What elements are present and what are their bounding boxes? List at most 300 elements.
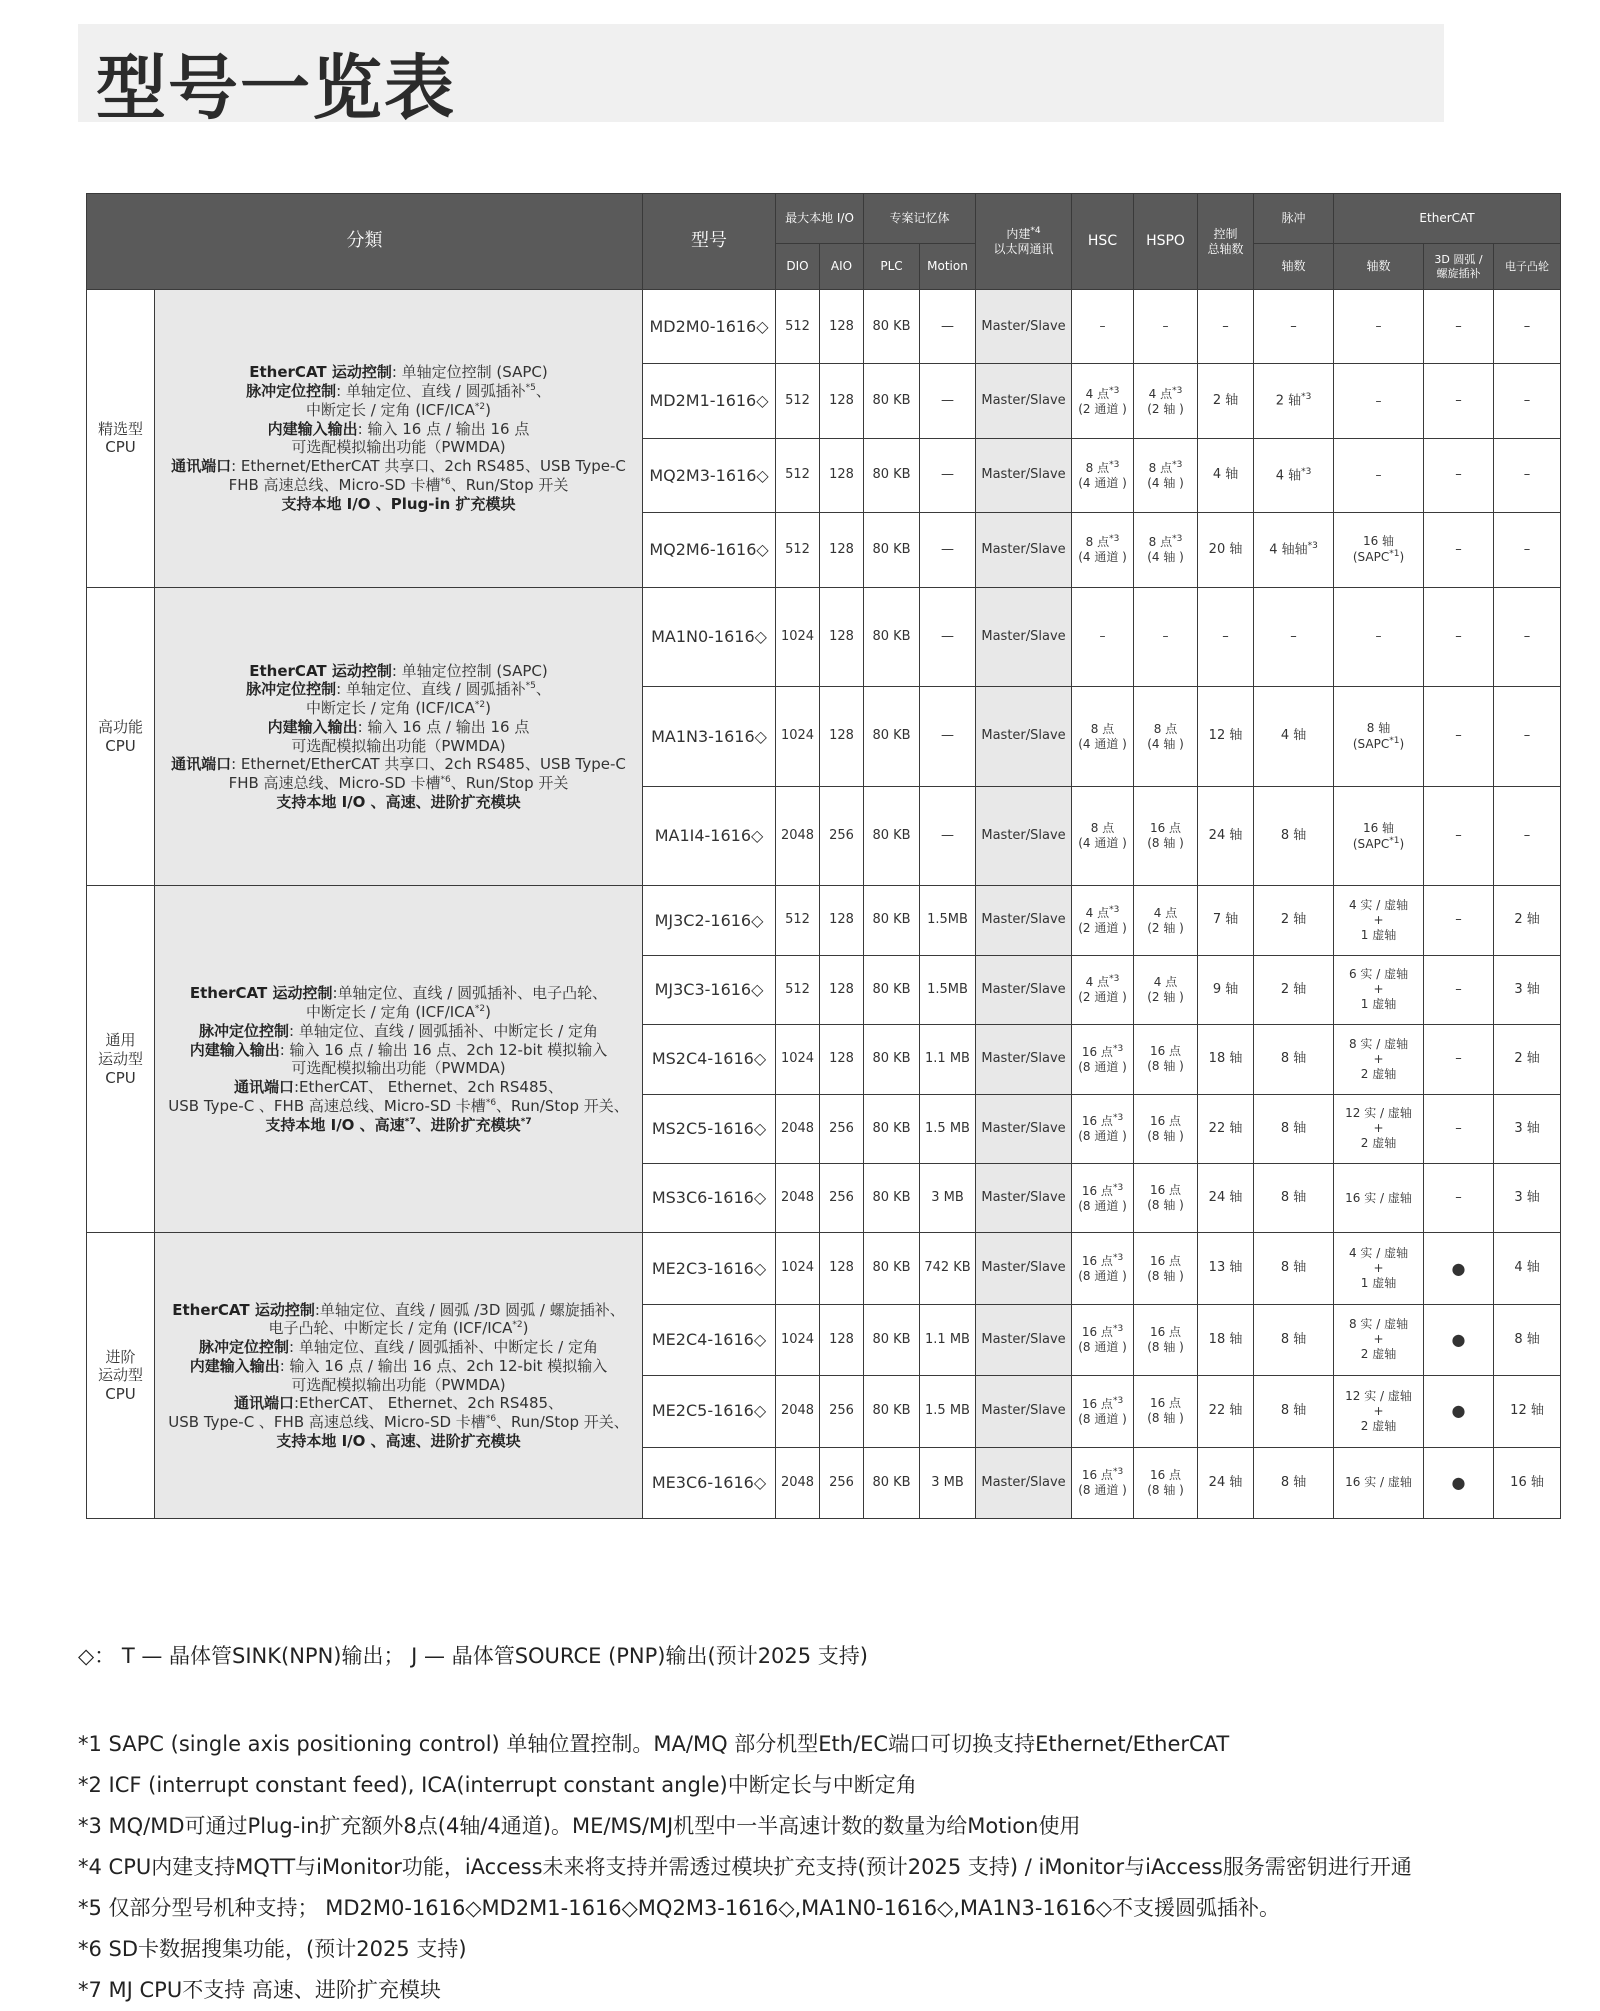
description-line: 可选配模拟输出功能（PWMDA): [291, 1375, 506, 1394]
description-line: 中断定长 / 定角 (ICF/ICA$^{*2}$): [305, 1003, 492, 1022]
cell-eth: Master/Slave: [976, 1025, 1072, 1094]
cell-eth: Master/Slave: [976, 587, 1072, 687]
cell-motion: —: [920, 438, 976, 512]
footnote-ref: *3: [1112, 1253, 1124, 1264]
footnote-ref: *2: [474, 700, 486, 711]
cell-hspo: 8 点$^{*3}$ (4 轴 ): [1134, 438, 1198, 512]
footnotes: [78, 1640, 1538, 2011]
cell-dio: 512: [776, 290, 820, 364]
cell-ecat: –: [1334, 290, 1424, 364]
table-row: [87, 587, 1561, 687]
description-line: 中断定长 / 定角 (ICF/ICA$^{*2}$): [305, 400, 492, 419]
footnote-item: *1 SAPC (single axis positioning control) 单轴位置控制。MA/MQ 部分机型Eth/EC端口可切换支持Ethernet/EtherCAT: [78, 1732, 1230, 1756]
footnote-ref: *6: [485, 1414, 497, 1425]
footnote-ref: *3: [1112, 1467, 1124, 1478]
cell-motion: —: [920, 290, 976, 364]
footnote-ref: *7: [404, 1116, 416, 1127]
cell-plc: 80 KB: [864, 955, 920, 1024]
cell-pulse: 8 轴: [1254, 1163, 1334, 1232]
header-ethernet-line1: 内建: [1006, 227, 1031, 241]
cell-arc: –: [1424, 886, 1494, 955]
cell-dio: 512: [776, 364, 820, 438]
cell-arc: –: [1424, 513, 1494, 587]
footnote-ref: *3: [1172, 385, 1183, 396]
description-line: 脉冲定位控制: 单轴定位、直线 / 圆弧插补$^{*5}$、: [246, 382, 551, 401]
description-line: 可选配模拟输出功能（PWMDA): [291, 438, 506, 457]
cell-dio: 512: [776, 886, 820, 955]
model-cell: MJ3C3-1616◇: [643, 955, 776, 1024]
description-line: EtherCAT 运动控制:单轴定位、直线 / 圆弧插补、电子凸轮、: [189, 984, 608, 1003]
cell-motion: 742 KB: [920, 1233, 976, 1304]
cell-motion: 1.5MB: [920, 955, 976, 1024]
cell-hsc: 4 点$^{*3}$ (2 通道 ): [1072, 364, 1134, 438]
cell-cam: –: [1494, 513, 1561, 587]
cell-pulse: 8 轴: [1254, 1447, 1334, 1518]
cell-axes: 7 轴: [1198, 886, 1254, 955]
cell-dio: 512: [776, 513, 820, 587]
cell-hspo: 16 点 (8 轴 ): [1134, 1163, 1198, 1232]
header-hsc: HSC: [1072, 194, 1134, 290]
cell-plc: 80 KB: [864, 1233, 920, 1304]
cell-hsc: 16 点$^{*3}$ (8 通道 ): [1072, 1447, 1134, 1518]
cell-hspo: 4 点 (2 轴 ): [1134, 886, 1198, 955]
cell-pulse: 8 轴: [1254, 786, 1334, 886]
title-bar: [78, 24, 1444, 129]
cell-eth: Master/Slave: [976, 1447, 1072, 1518]
cell-cam: 3 轴: [1494, 955, 1561, 1024]
description-cell: [155, 886, 643, 1233]
footnote-ref: *6: [485, 1097, 497, 1108]
cell-pulse: –: [1254, 587, 1334, 687]
cell-aio: 256: [820, 1376, 864, 1447]
cell-motion: —: [920, 786, 976, 886]
header-ctrl-axes: [1198, 194, 1254, 290]
footnote-ref: *3: [1307, 541, 1318, 552]
footnote-ref: *5: [525, 383, 536, 394]
cell-eth: Master/Slave: [976, 1233, 1072, 1304]
cell-axes: 4 轴: [1198, 438, 1254, 512]
cell-arc: ●: [1424, 1376, 1494, 1447]
cell-axes: 2 轴: [1198, 364, 1254, 438]
model-cell: MA1N0-1616◇: [643, 587, 776, 687]
cell-plc: 80 KB: [864, 1025, 920, 1094]
cell-axes: 18 轴: [1198, 1025, 1254, 1094]
cell-motion: 1.5 MB: [920, 1094, 976, 1163]
footnote-ref: *1: [1389, 835, 1400, 846]
description-cell: [155, 290, 643, 588]
cell-dio: 1024: [776, 1025, 820, 1094]
cell-ecat: 8 实 / 虚轴 + 2 虚轴: [1334, 1304, 1424, 1375]
cell-pulse: –: [1254, 290, 1334, 364]
cell-motion: 1.1 MB: [920, 1304, 976, 1375]
cell-eth: Master/Slave: [976, 955, 1072, 1024]
cell-ecat: –: [1334, 364, 1424, 438]
cell-hsc: –: [1072, 290, 1134, 364]
cell-cam: –: [1494, 687, 1561, 787]
cell-motion: —: [920, 364, 976, 438]
cell-eth: Master/Slave: [976, 687, 1072, 787]
header-ctrl-axes-line1: 控制: [1213, 226, 1238, 241]
cell-hsc: 8 点 (4 通道 ): [1072, 687, 1134, 787]
description-line: 内建输入输出: 输入 16 点 / 输出 16 点: [267, 717, 530, 736]
model-cell: MA1I4-1616◇: [643, 786, 776, 886]
header-ethercat-axes: 轴数: [1334, 244, 1424, 290]
cell-cam: 8 轴: [1494, 1304, 1561, 1375]
cell-plc: 80 KB: [864, 1163, 920, 1232]
header-3d-arc-line1: 3D 圆弧 /: [1434, 252, 1483, 266]
description-line: 支持本地 I/O 、高速、进阶扩充模块: [276, 792, 521, 811]
header-ethercat: EtherCAT: [1334, 194, 1561, 244]
description-line: 支持本地 I/O 、高速、进阶扩充模块: [276, 1431, 521, 1450]
cell-plc: 80 KB: [864, 1447, 920, 1518]
header-max-io: 最大本地 I/O: [776, 194, 864, 244]
cell-plc: 80 KB: [864, 1094, 920, 1163]
cell-axes: 24 轴: [1198, 1447, 1254, 1518]
cell-dio: 2048: [776, 1163, 820, 1232]
model-cell: MD2M1-1616◇: [643, 364, 776, 438]
cell-hsc: 16 点$^{*3}$ (8 通道 ): [1072, 1376, 1134, 1447]
footnote-ref: *1: [1389, 736, 1400, 747]
cell-ecat: 12 实 / 虚轴 + 2 虚轴: [1334, 1094, 1424, 1163]
footnote-item: *6 SD卡数据搜集功能，(预计2025 支持): [78, 1937, 467, 1961]
cell-arc: –: [1424, 687, 1494, 787]
cell-ecat: 16 实 / 虚轴: [1334, 1447, 1424, 1518]
header-ethernet: [976, 194, 1072, 290]
category-cell: 精选型 CPU: [87, 290, 155, 588]
footnote-ref: *3: [1109, 974, 1120, 985]
cell-aio: 128: [820, 364, 864, 438]
cell-cam: 4 轴: [1494, 1233, 1561, 1304]
category-cell: 高功能 CPU: [87, 587, 155, 886]
header-ctrl-axes-line2: 总轴数: [1207, 241, 1244, 256]
cell-ecat: 4 实 / 虚轴 + 1 虚轴: [1334, 886, 1424, 955]
footnote-ref: *6: [440, 775, 451, 786]
footnote-ref: *6: [440, 476, 451, 487]
cell-pulse: 4 轴$^{*3}$: [1254, 438, 1334, 512]
cell-eth: Master/Slave: [976, 438, 1072, 512]
cell-axes: 12 轴: [1198, 687, 1254, 787]
cell-motion: —: [920, 687, 976, 787]
cell-arc: –: [1424, 1163, 1494, 1232]
cell-cam: –: [1494, 587, 1561, 687]
cell-dio: 1024: [776, 1233, 820, 1304]
cell-motion: 1.1 MB: [920, 1025, 976, 1094]
footnote-ref: *3: [1172, 534, 1183, 545]
description-line: 电子凸轮、中断定长 / 定角 (ICF/ICA$^{*2}$): [268, 1319, 529, 1338]
description-line: 支持本地 I/O 、高速$^{*7}$、进阶扩充模块$^{*7}$: [265, 1115, 532, 1134]
description-cell: [155, 587, 643, 886]
cell-axes: 24 轴: [1198, 786, 1254, 886]
cell-hspo: 16 点 (8 轴 ): [1134, 786, 1198, 886]
cell-arc: –: [1424, 587, 1494, 687]
description-line: FHB 高速总线、Micro-SD 卡槽$^{*6}$、Run/Stop 开关: [228, 774, 569, 793]
footnote-ref: *3: [1112, 1324, 1124, 1335]
cell-aio: 256: [820, 1447, 864, 1518]
category-cell: 进阶 运动型 CPU: [87, 1233, 155, 1519]
footnote-ref: *3: [1112, 1113, 1124, 1124]
footnote-ref: *3: [1112, 1395, 1124, 1406]
description-line: USB Type-C 、FHB 高速总线、Micro-SD 卡槽$^{*6}$、Run/Stop 开关、: [168, 1096, 629, 1115]
header-pulse-axes: 轴数: [1254, 244, 1334, 290]
cell-axes: 20 轴: [1198, 513, 1254, 587]
footnote-ref: *5: [525, 681, 536, 692]
description-line: EtherCAT 运动控制: 单轴定位控制 (SAPC): [249, 363, 548, 382]
footnote-ref: *3: [1172, 460, 1183, 471]
header-pulse: 脉冲: [1254, 194, 1334, 244]
cell-hspo: 16 点 (8 轴 ): [1134, 1376, 1198, 1447]
cell-dio: 512: [776, 955, 820, 1024]
cell-eth: Master/Slave: [976, 1094, 1072, 1163]
description-line: 脉冲定位控制: 单轴定位、直线 / 圆弧插补$^{*5}$、: [246, 680, 551, 699]
header-aio: AIO: [820, 244, 864, 290]
description-line: 脉冲定位控制: 单轴定位、直线 / 圆弧插补、中断定长 / 定角: [198, 1338, 599, 1357]
footnote-ref: *2: [474, 1004, 486, 1015]
description-line: 可选配模拟输出功能（PWMDA): [291, 1059, 506, 1078]
model-cell: MQ2M6-1616◇: [643, 513, 776, 587]
footnote-ref: *3: [1109, 385, 1120, 396]
cell-aio: 256: [820, 1163, 864, 1232]
footnote-ref: *3: [1112, 1182, 1124, 1193]
cell-cam: –: [1494, 786, 1561, 886]
footnote-ref: *3: [1109, 534, 1120, 545]
description-line: 通讯端口:EtherCAT、 Ethernet、2ch RS485、: [233, 1394, 564, 1413]
cell-aio: 128: [820, 290, 864, 364]
cell-axes: –: [1198, 587, 1254, 687]
description-cell: [155, 1233, 643, 1519]
cell-eth: Master/Slave: [976, 290, 1072, 364]
output-legend: ◇： T — 晶体管SINK(NPN)输出； J — 晶体管SOURCE (PNP)输出(预计2025 支持): [78, 1644, 869, 1668]
header-3d-arc-line2: 螺旋插补: [1436, 266, 1481, 280]
table-header: [87, 194, 1561, 290]
cell-aio: 128: [820, 513, 864, 587]
cell-arc: –: [1424, 786, 1494, 886]
footnote-ref: *2: [512, 1320, 523, 1331]
cell-eth: Master/Slave: [976, 1163, 1072, 1232]
footnote-item: *3 MQ/MD可通过Plug-in扩充额外8点(4轴/4通道)。ME/MS/MJ机型中一半高速计数的数量为给Motion使用: [78, 1814, 1081, 1838]
cell-cam: 12 轴: [1494, 1376, 1561, 1447]
cell-ecat: –: [1334, 587, 1424, 687]
cell-dio: 1024: [776, 587, 820, 687]
header-cam: 电子凸轮: [1494, 244, 1561, 290]
cell-axes: 24 轴: [1198, 1163, 1254, 1232]
cell-motion: 3 MB: [920, 1447, 976, 1518]
model-cell: MS2C4-1616◇: [643, 1025, 776, 1094]
cell-hsc: 16 点$^{*3}$ (8 通道 ): [1072, 1163, 1134, 1232]
cell-eth: Master/Slave: [976, 786, 1072, 886]
model-cell: MQ2M3-1616◇: [643, 438, 776, 512]
cell-motion: —: [920, 513, 976, 587]
cell-hsc: 4 点$^{*3}$ (2 通道 ): [1072, 886, 1134, 955]
cell-hspo: –: [1134, 587, 1198, 687]
cell-plc: 80 KB: [864, 438, 920, 512]
category-cell: 通用 运动型 CPU: [87, 886, 155, 1233]
description-line: 通讯端口: Ethernet/EtherCAT 共享口、2ch RS485、USB Type-C: [171, 457, 626, 476]
cell-aio: 128: [820, 687, 864, 787]
cell-ecat: 16 轴 (SAPC$^{*1}$): [1334, 786, 1424, 886]
cell-cam: 3 轴: [1494, 1163, 1561, 1232]
cell-hsc: 16 点$^{*3}$ (8 通道 ): [1072, 1233, 1134, 1304]
description-line: 可选配模拟输出功能（PWMDA): [291, 736, 506, 755]
description-line: 脉冲定位控制: 单轴定位、直线 / 圆弧插补、中断定长 / 定角: [198, 1021, 599, 1040]
cell-aio: 256: [820, 786, 864, 886]
cell-axes: 9 轴: [1198, 955, 1254, 1024]
cell-eth: Master/Slave: [976, 1376, 1072, 1447]
model-cell: MS2C5-1616◇: [643, 1094, 776, 1163]
cell-hspo: –: [1134, 290, 1198, 364]
cell-aio: 128: [820, 886, 864, 955]
cell-hspo: 16 点 (8 轴 ): [1134, 1447, 1198, 1518]
header-model: 型号: [643, 194, 776, 290]
cell-motion: 1.5 MB: [920, 1376, 976, 1447]
cell-hspo: 4 点 (2 轴 ): [1134, 955, 1198, 1024]
cell-ecat: 6 实 / 虚轴 + 1 虚轴: [1334, 955, 1424, 1024]
cell-pulse: 2 轴$^{*3}$: [1254, 364, 1334, 438]
cell-arc: –: [1424, 955, 1494, 1024]
cell-aio: 128: [820, 955, 864, 1024]
cell-pulse: 8 轴: [1254, 1025, 1334, 1094]
model-cell: MJ3C2-1616◇: [643, 886, 776, 955]
cell-eth: Master/Slave: [976, 364, 1072, 438]
cell-hsc: 8 点$^{*3}$ (4 通道 ): [1072, 438, 1134, 512]
footnote-item: *2 ICF (interrupt constant feed), ICA(interrupt constant angle)中断定长与中断定角: [78, 1773, 917, 1797]
description-line: FHB 高速总线、Micro-SD 卡槽$^{*6}$、Run/Stop 开关: [228, 475, 569, 494]
cell-hspo: 16 点 (8 轴 ): [1134, 1025, 1198, 1094]
footnote-item: *7 MJ CPU不支持 高速、进阶扩充模块: [78, 1978, 441, 2002]
cell-hspo: 8 点 (4 轴 ): [1134, 687, 1198, 787]
cell-plc: 80 KB: [864, 587, 920, 687]
cell-plc: 80 KB: [864, 786, 920, 886]
cell-hsc: 4 点$^{*3}$ (2 通道 ): [1072, 955, 1134, 1024]
description-line: 内建输入输出: 输入 16 点 / 输出 16 点、2ch 12-bit 模拟输入: [189, 1040, 608, 1059]
cell-hsc: 16 点$^{*3}$ (8 通道 ): [1072, 1025, 1134, 1094]
cell-hspo: 4 点$^{*3}$ (2 轴 ): [1134, 364, 1198, 438]
cell-motion: —: [920, 587, 976, 687]
table-body: [87, 290, 1561, 1519]
cell-dio: 2048: [776, 1094, 820, 1163]
footnote-ref: *1: [1389, 549, 1400, 560]
cell-dio: 2048: [776, 1376, 820, 1447]
cell-axes: 22 轴: [1198, 1094, 1254, 1163]
cell-cam: –: [1494, 438, 1561, 512]
header-dio: DIO: [776, 244, 820, 290]
description-line: 通讯端口: Ethernet/EtherCAT 共享口、2ch RS485、USB Type-C: [171, 755, 626, 774]
footnote-item: *5 仅部分型号机种支持； MD2M0-1616◇MD2M1-1616◇MQ2M3-1616◇,MA1N0-1616◇,MA1N3-1616◇不支援圆弧插补。: [78, 1896, 1280, 1920]
cell-hsc: 16 点$^{*3}$ (8 通道 ): [1072, 1094, 1134, 1163]
cell-ecat: –: [1334, 438, 1424, 512]
cell-arc: –: [1424, 1025, 1494, 1094]
footnote-ref: *3: [1109, 460, 1120, 471]
table-row: [87, 290, 1561, 364]
cell-pulse: 8 轴: [1254, 1304, 1334, 1375]
model-cell: MS3C6-1616◇: [643, 1163, 776, 1232]
table-row: [87, 1233, 1561, 1304]
description-line: USB Type-C 、FHB 高速总线、Micro-SD 卡槽$^{*6}$、Run/Stop 开关、: [168, 1413, 629, 1432]
cell-plc: 80 KB: [864, 687, 920, 787]
model-cell: MA1N3-1616◇: [643, 687, 776, 787]
cell-pulse: 4 轴轴$^{*3}$: [1254, 513, 1334, 587]
cell-arc: ●: [1424, 1304, 1494, 1375]
cell-ecat: 8 实 / 虚轴 + 2 虚轴: [1334, 1025, 1424, 1094]
cell-cam: 3 轴: [1494, 1094, 1561, 1163]
footnote-item: *4 CPU内建支持MQTT与iMonitor功能，iAccess未来将支持并需透过模块扩充支持(预计2025 支持) / iMonitor与iAccess服务需密钥进行开通: [78, 1855, 1412, 1879]
header-motion: Motion: [920, 244, 976, 290]
cell-arc: ●: [1424, 1447, 1494, 1518]
cell-cam: –: [1494, 364, 1561, 438]
cell-aio: 128: [820, 438, 864, 512]
description-line: 通讯端口:EtherCAT、 Ethernet、2ch RS485、: [233, 1078, 564, 1097]
cell-hspo: 16 点 (8 轴 ): [1134, 1094, 1198, 1163]
cell-pulse: 2 轴: [1254, 955, 1334, 1024]
cell-ecat: 4 实 / 虚轴 + 1 虚轴: [1334, 1233, 1424, 1304]
cell-plc: 80 KB: [864, 513, 920, 587]
cell-eth: Master/Slave: [976, 1304, 1072, 1375]
header-hspo: HSPO: [1134, 194, 1198, 290]
table-row: [87, 886, 1561, 955]
cell-eth: Master/Slave: [976, 886, 1072, 955]
cell-dio: 512: [776, 438, 820, 512]
cell-dio: 2048: [776, 786, 820, 886]
header-ethernet-line2: 以太网通讯: [993, 242, 1054, 256]
header-category: 分類: [87, 194, 643, 290]
model-cell: ME2C3-1616◇: [643, 1233, 776, 1304]
cell-pulse: 8 轴: [1254, 1376, 1334, 1447]
cell-hsc: 16 点$^{*3}$ (8 通道 ): [1072, 1304, 1134, 1375]
cell-axes: –: [1198, 290, 1254, 364]
cell-axes: 13 轴: [1198, 1233, 1254, 1304]
cell-arc: –: [1424, 1094, 1494, 1163]
cell-eth: Master/Slave: [976, 513, 1072, 587]
cell-hsc: 8 点 (4 通道 ): [1072, 786, 1134, 886]
cell-cam: –: [1494, 290, 1561, 364]
header-plc: PLC: [864, 244, 920, 290]
footnote-ref: *3: [1109, 905, 1120, 916]
cell-hspo: 16 点 (8 轴 ): [1134, 1304, 1198, 1375]
model-cell: ME2C5-1616◇: [643, 1376, 776, 1447]
description-line: EtherCAT 运动控制:单轴定位、直线 / 圆弧 /3D 圆弧 / 螺旋插补、: [172, 1300, 625, 1319]
footnote-list: [78, 1724, 1538, 2011]
cell-dio: 1024: [776, 1304, 820, 1375]
cell-aio: 128: [820, 1025, 864, 1094]
description-line: 内建输入输出: 输入 16 点 / 输出 16 点: [267, 419, 530, 438]
cell-cam: 2 轴: [1494, 886, 1561, 955]
footnote-ref: *3: [1301, 466, 1312, 477]
cell-cam: 16 轴: [1494, 1447, 1561, 1518]
model-cell: ME3C6-1616◇: [643, 1447, 776, 1518]
footnote-ref: *2: [474, 401, 486, 412]
cell-aio: 128: [820, 1233, 864, 1304]
description-line: 内建输入输出: 输入 16 点 / 输出 16 点、2ch 12-bit 模拟输入: [189, 1356, 608, 1375]
cell-ecat: 8 轴 (SAPC$^{*1}$): [1334, 687, 1424, 787]
footnote-ref: *3: [1112, 1043, 1124, 1054]
page-title: 型号一览表: [96, 47, 456, 129]
cell-ecat: 16 轴 (SAPC$^{*1}$): [1334, 513, 1424, 587]
cell-aio: 128: [820, 1304, 864, 1375]
cell-pulse: 4 轴: [1254, 687, 1334, 787]
cell-motion: 1.5MB: [920, 886, 976, 955]
cell-pulse: 2 轴: [1254, 886, 1334, 955]
model-table: [86, 193, 1561, 1519]
cell-aio: 256: [820, 1094, 864, 1163]
cell-motion: 3 MB: [920, 1163, 976, 1232]
cell-plc: 80 KB: [864, 1376, 920, 1447]
header-ethernet-sup: *4: [1030, 226, 1041, 236]
description-line: EtherCAT 运动控制: 单轴定位控制 (SAPC): [249, 661, 548, 680]
cell-plc: 80 KB: [864, 364, 920, 438]
cell-dio: 2048: [776, 1447, 820, 1518]
description-line: 中断定长 / 定角 (ICF/ICA$^{*2}$): [305, 699, 492, 718]
cell-hspo: 8 点$^{*3}$ (4 轴 ): [1134, 513, 1198, 587]
cell-arc: –: [1424, 438, 1494, 512]
